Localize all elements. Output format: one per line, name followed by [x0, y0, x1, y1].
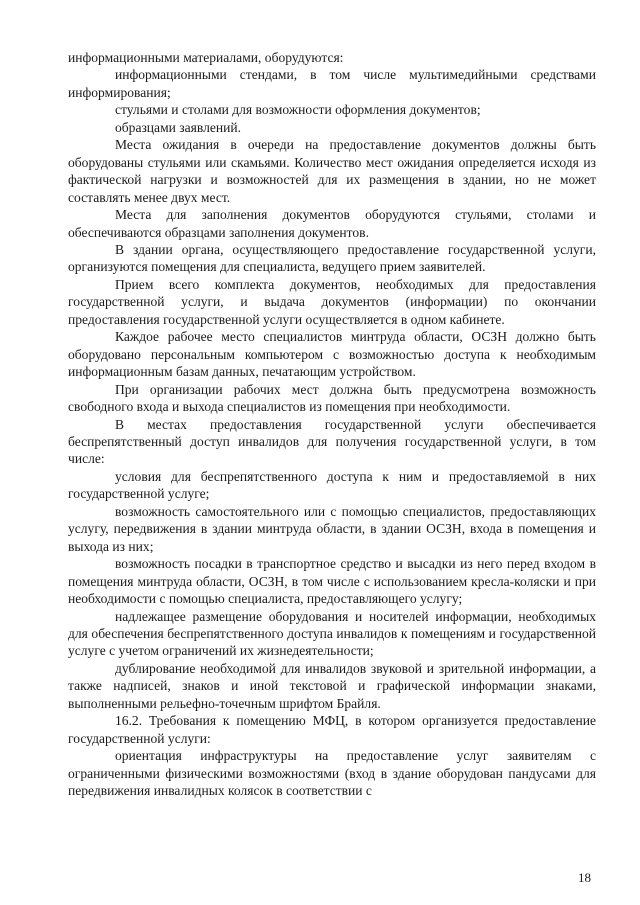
- paragraph: дублирование необходимой для инвалидов звуковой и зрительной информации, а также надписей, знаков и иной текстовой и графической информации знаками, выполненными рельефно-точечным шрифтом Брайля.: [68, 660, 596, 711]
- paragraph: возможность посадки в транспортное средство и высадки из него перед входом в помещения минтруда области, ОСЗН, в том числе с использованием кресла-коляски и при необходимости с помощью специалиста, предоставляющего услугу;: [68, 556, 596, 607]
- paragraph: условия для беспрепятственного доступа к ним и предоставляемой в них государственной услуге;: [68, 468, 596, 502]
- paragraph: 16.2. Требования к помещению МФЦ, в котором организуется предоставление государственной услуги:: [68, 713, 596, 746]
- paragraph: В местах предоставления государственной услуги обеспечивается беспрепятственный доступ инвалидов для получения государственной услуги, в том числе:: [68, 416, 596, 467]
- paragraph: возможность самостоятельного или с помощью специалистов, предоставляющих услугу, передвижения в здании минтруда области, в здании ОСЗН, входа в помещения и выхода из них;: [68, 503, 596, 554]
- paragraph: образцами заявлений.: [115, 119, 241, 135]
- document-body: [68, 49, 596, 799]
- paragraph: информационными стендами, в том числе мультимедийными средствами информирования;: [68, 67, 596, 100]
- paragraph: В здании органа, осуществляющего предоставление государственной услуги, организуются помещения для специалиста, ведущего прием заявителей.: [68, 241, 596, 275]
- paragraph: стульями и столами для возможности оформления документов;: [115, 102, 481, 118]
- paragraph: Места ожидания в очереди на предоставление документов должны быть оборудованы стульями или скамьями. Количество мест ожидания определяется исходя из фактической нагрузки и возможностей для их размещения в здании, но не может составлять менее двух мест.: [68, 137, 596, 205]
- page-number: 18: [578, 870, 591, 885]
- paragraph: При организации рабочих мест должна быть предусмотрена возможность свободного входа и выхода специалистов из помещения при необходимости.: [68, 381, 596, 415]
- paragraph: ориентация инфраструктуры на предоставление услуг заявителям с ограниченными физическими возможностями (вход в здание оборудован пандусами для передвижения инвалидных колясок в соответствии с: [68, 748, 596, 799]
- paragraph: Места для заполнения документов оборудуются стульями, столами и обеспечиваются образцами заполнения документов.: [68, 207, 596, 240]
- paragraph: надлежащее размещение оборудования и носителей информации, необходимых для обеспечения беспрепятственного доступа инвалидов к помещениям и государственной услуге с учетом ограничений их жизнедеятельности;: [68, 608, 596, 659]
- paragraph: Каждое рабочее место специалистов минтруда области, ОСЗН должно быть оборудовано персональным компьютером с возможностью доступа к необходимым информационным базам данных, печатающим устройством.: [68, 329, 596, 380]
- paragraph: Прием всего комплекта документов, необходимых для предоставления государственной услуги, и выдача документов (информации) по окончании предоставления государственной услуги осуществляется в одном кабинете.: [68, 276, 596, 327]
- paragraph: информационными материалами, оборудуются:: [68, 50, 344, 65]
